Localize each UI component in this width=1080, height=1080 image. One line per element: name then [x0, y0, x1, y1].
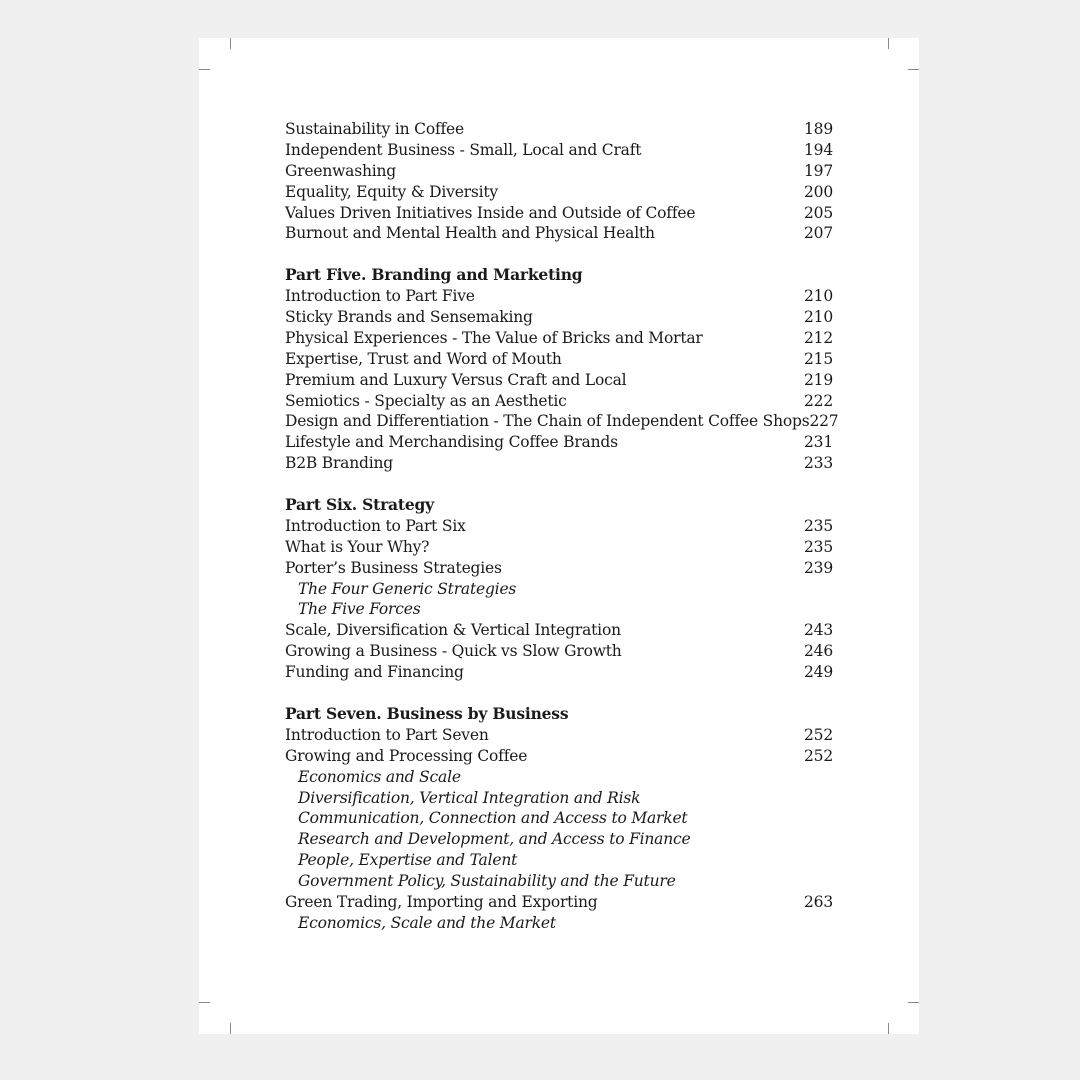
- toc-subentry: [285, 599, 833, 620]
- toc-entry-title: B2B Branding: [285, 454, 393, 473]
- toc-entry-title: Sustainability in Coffee: [285, 120, 464, 138]
- toc-entry-page-number: 207: [804, 224, 833, 243]
- toc-entry: [285, 558, 833, 579]
- toc-entry-title: Design and Differentiation - The Chain of Independent Coffee Shops: [285, 412, 810, 431]
- toc-entry-page-number: 222: [804, 391, 833, 410]
- toc-entry-page-number: 235: [804, 516, 833, 535]
- toc-entry: [285, 370, 833, 391]
- toc-entry-title: Introduction to Part Five: [285, 287, 475, 306]
- toc-entry: [285, 307, 833, 328]
- toc-entry-title: Research and Development, and Access to Finance: [298, 830, 691, 849]
- toc-entry-title: Diversification, Vertical Integration and Risk: [298, 788, 641, 807]
- toc-entry-page-number: 243: [804, 621, 833, 640]
- toc-entry: [285, 161, 833, 182]
- toc-entry: [285, 453, 833, 474]
- toc-entry-title: People, Expertise and Talent: [298, 851, 518, 870]
- toc-entry: [285, 432, 833, 453]
- toc-entry-page-number: 210: [804, 308, 833, 327]
- toc-entry: [285, 203, 833, 224]
- toc-entry-page-number: 233: [804, 454, 833, 473]
- toc-subentry: [285, 788, 833, 809]
- toc-entry-title: Physical Experiences - The Value of Bricks and Mortar: [285, 328, 703, 347]
- toc-part-heading: [285, 495, 833, 516]
- toc-entry-title: Values Driven Initiatives Inside and Outside of Coffee: [285, 203, 696, 222]
- toc-entry-page-number: 249: [804, 663, 833, 682]
- toc-entry-page-number: 239: [804, 558, 833, 577]
- toc-entry: [285, 328, 833, 349]
- toc-entry-page-number: 252: [804, 725, 833, 744]
- toc-entry-title: What is Your Why?: [285, 537, 430, 556]
- toc-entry-title: Premium and Luxury Versus Craft and Local: [285, 370, 627, 389]
- toc-entry-title: Expertise, Trust and Word of Mouth: [285, 349, 562, 368]
- toc-part-heading-title: Part Five. Branding and Marketing: [285, 265, 583, 285]
- toc-part-heading: [285, 704, 833, 725]
- toc-entry: [285, 892, 833, 913]
- toc-entry: [285, 182, 833, 203]
- toc-entry-title: Porter’s Business Strategies: [285, 558, 502, 577]
- toc-subentry: [285, 913, 833, 934]
- crop-mark-left-upper: [199, 69, 210, 70]
- crop-mark-bottom-right: [888, 1023, 889, 1034]
- crop-mark-right-upper: [908, 69, 919, 70]
- toc-part-heading-title: Part Six. Strategy: [285, 495, 434, 515]
- toc-entry-title: Introduction to Part Six: [285, 516, 466, 535]
- toc-entry-title: Lifestyle and Merchandising Coffee Brands: [285, 433, 618, 452]
- toc-entry: [285, 140, 833, 161]
- toc-entry-page-number: 235: [804, 537, 833, 556]
- toc-entry-page-number: 200: [804, 182, 833, 201]
- toc-entry-title: Independent Business - Small, Local and Craft: [285, 140, 642, 159]
- toc-entry-page-number: 189: [804, 120, 833, 138]
- toc-entry: [285, 391, 833, 412]
- table-of-contents: [285, 119, 839, 934]
- toc-entry: [285, 746, 833, 767]
- toc-entry: [285, 119, 833, 140]
- toc-entry: [285, 349, 833, 370]
- toc-entry-title: Economics, Scale and the Market: [298, 913, 556, 932]
- toc-entry-title: Burnout and Mental Health and Physical Health: [285, 224, 655, 243]
- toc-entry-page-number: 205: [804, 203, 833, 222]
- toc-entry-page-number: 194: [804, 140, 833, 159]
- toc-entry-title: Economics and Scale: [298, 767, 461, 786]
- section-spacer: [285, 683, 833, 704]
- crop-mark-bottom-left: [230, 1023, 231, 1034]
- crop-mark-right-lower: [908, 1002, 919, 1003]
- toc-entry-page-number: 231: [804, 433, 833, 452]
- toc-entry-title: The Four Generic Strategies: [298, 579, 517, 598]
- toc-entry-title: Greenwashing: [285, 161, 397, 180]
- toc-entry-page-number: 246: [804, 642, 833, 661]
- toc-entry-page-number: 212: [804, 328, 833, 347]
- toc-entry: [285, 662, 833, 683]
- toc-entry-title: Equality, Equity & Diversity: [285, 182, 498, 201]
- toc-entry: [285, 286, 833, 307]
- toc-entry-title: Communication, Connection and Access to Market: [298, 809, 688, 828]
- crop-mark-left-lower: [199, 1002, 210, 1003]
- toc-entry: [285, 620, 833, 641]
- toc-entry: [285, 725, 833, 746]
- toc-subentry: [285, 829, 833, 850]
- crop-mark-top-right: [888, 38, 889, 49]
- section-spacer: [285, 474, 833, 495]
- toc-entry: [285, 411, 839, 432]
- toc-entry-page-number: 219: [804, 370, 833, 389]
- toc-entry-title: Sticky Brands and Sensemaking: [285, 308, 533, 327]
- toc-entry: [285, 537, 833, 558]
- toc-entry-page-number: 252: [804, 746, 833, 765]
- toc-entry-page-number: 215: [804, 349, 833, 368]
- toc-entry-title: Government Policy, Sustainability and the Future: [298, 872, 676, 891]
- document-page: [199, 38, 919, 1034]
- toc-entry-page-number: 263: [804, 892, 833, 911]
- toc-entry-title: The Five Forces: [298, 600, 421, 619]
- toc-entry: [285, 223, 833, 244]
- toc-entry-title: Scale, Diversification & Vertical Integration: [285, 621, 621, 640]
- toc-entry: [285, 516, 833, 537]
- toc-subentry: [285, 579, 833, 600]
- toc-entry-page-number: 210: [804, 287, 833, 306]
- toc-entry-title: Introduction to Part Seven: [285, 725, 489, 744]
- crop-mark-top-left: [230, 38, 231, 49]
- toc-subentry: [285, 808, 833, 829]
- toc-entry-page-number: 197: [804, 161, 833, 180]
- toc-subentry: [285, 850, 833, 871]
- toc-part-heading: [285, 265, 833, 286]
- toc-part-heading-title: Part Seven. Business by Business: [285, 703, 569, 723]
- toc-entry-title: Green Trading, Importing and Exporting: [285, 892, 598, 911]
- toc-entry-page-number: 227: [809, 412, 839, 431]
- section-spacer: [285, 244, 833, 265]
- toc-subentry: [285, 767, 833, 788]
- toc-subentry: [285, 871, 833, 892]
- toc-entry-title: Growing a Business - Quick vs Slow Growth: [285, 642, 622, 661]
- toc-entry-title: Semiotics - Specialty as an Aesthetic: [285, 391, 567, 410]
- toc-entry-title: Growing and Processing Coffee: [285, 746, 528, 765]
- toc-entry-title: Funding and Financing: [285, 663, 464, 682]
- toc-entry: [285, 641, 833, 662]
